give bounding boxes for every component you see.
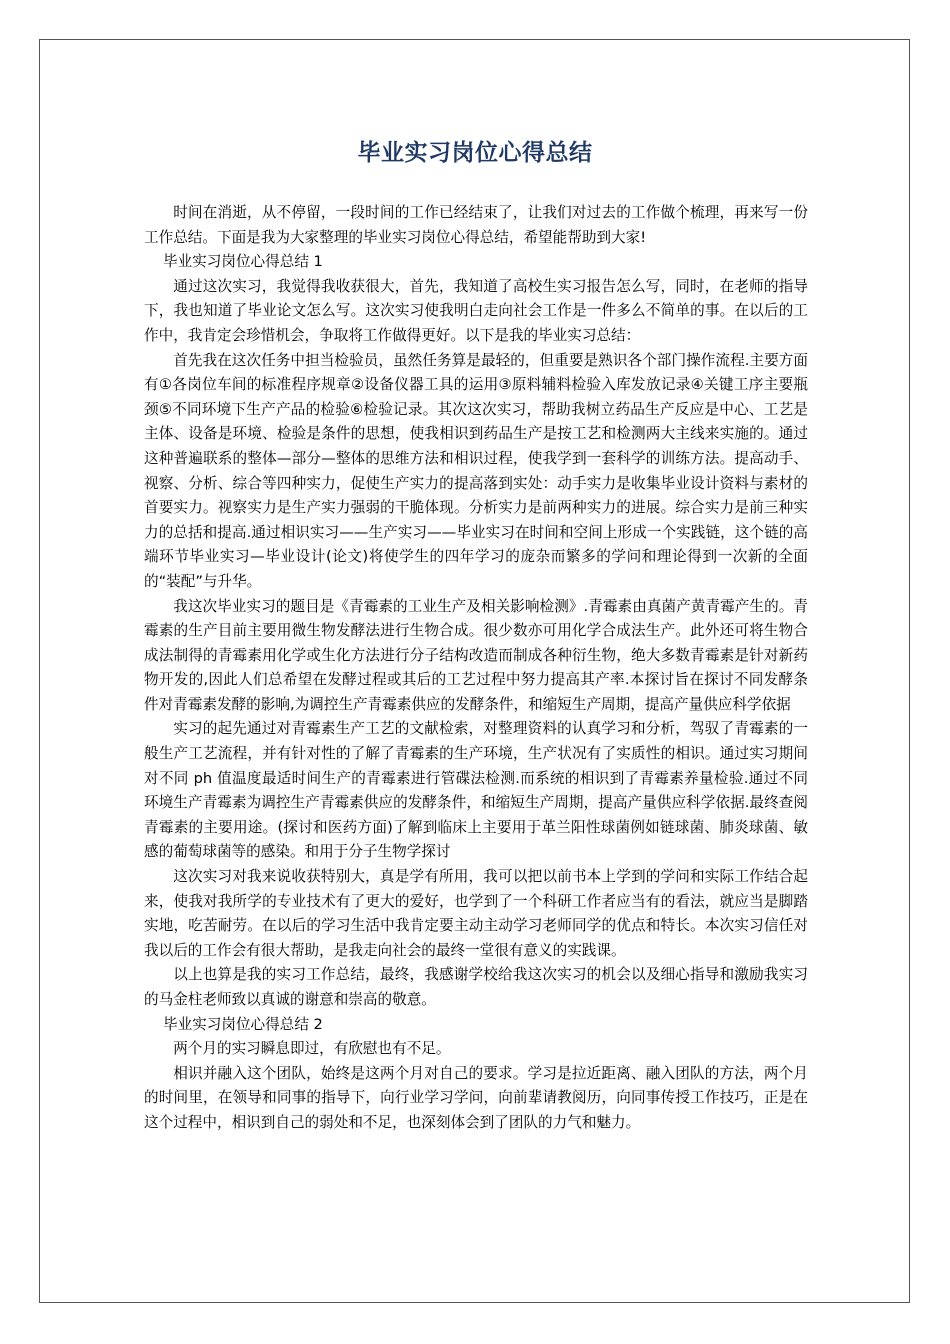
section-heading-2: 毕业实习岗位心得总结 2 — [162, 1015, 323, 1033]
document-title: 毕业实习岗位心得总结 — [357, 140, 593, 166]
paragraph: 实习的起先通过对青霉素生产工艺的文献检索，对整理资料的认真学习和分析，驾驭了青霉素的一般生产工艺流程，并有针对性的了解了青霉素的生产环境，生产状况有了实质性的相识。通过实习期间对不同 ph 值温度最适时间生产的青霉素进行管碟法检测.而系统的相识到了青霉素养量检验.通过不同环境生产青霉素为调控生产青霉素供应的发酵条件，和缩短生产周期，提高产量供应科学依据.最终查阅青霉素的主要用途。(探讨和医药方面)了解到临床上主要用于革兰阳性球菌例如链球菌、肺炎球菌、敏感的葡萄球菌等的感染。和用于分子生物学探讨 — [144, 720, 808, 861]
section-heading-1: 毕业实习岗位心得总结 1 — [162, 253, 323, 271]
paragraph: 首先我在这次任务中担当检验员，虽然任务算是最轻的，但重要是熟识各个部门操作流程.主要方面有①各岗位车间的标准程序规章②设备仪器工具的运用③原料辅料检验入库发放记录④关键工序主要瓶颈⑤不同环境下生产产品的检验⑥检验记录。其次这次实习，帮助我树立药品生产反应是中心、工艺是主体、设备是环境、检验是条件的思想，使我相识到药品生产是按工艺和检测两大主线来实施的。通过这种普遍联系的整体—部分—整体的思维方法和相识过程，使我学到一套科学的训练方法。提高动手、视察、分析、综合等四种实力，促使生产实力的提高落到实处：动手实力是收集毕业设计资料与素材的首要实力。视察实力是生产实力强弱的干脆体现。分析实力是前两种实力的进展。综合实力是前三种实力的总括和提高.通过相识实习——生产实习——毕业实习在时间和空间上形成一个实践链，这个链的高端环节毕业实习—毕业设计(论文)将使学生的四年学习的庞杂而繁多的学问和理论得到一次新的全面的“装配”与升华。 — [144, 351, 808, 590]
paragraph: 两个月的实习瞬息即过，有欣慰也有不足。 — [173, 1040, 451, 1058]
paragraph: 以上也算是我的实习工作总结，最终，我感谢学校给我这次实习的机会以及细心指导和激励我实习的马金柱老师致以真诚的谢意和崇高的敬意。 — [144, 966, 808, 1008]
paragraph-intro: 时间在消逝，从不停留，一段时间的工作已经结束了，让我们对过去的工作做个梳理，再来写一份工作总结。下面是我为大家整理的毕业实习岗位心得总结，希望能帮助到大家! — [144, 204, 808, 246]
paragraph: 我这次毕业实习的题目是《青霉素的工业生产及相关影响检测》.青霉素由真菌产黄青霉产生的。青霉素的生产目前主要用微生物发酵法进行生物合成。很少数亦可用化学合成法生产。此外还可将生物合成法制得的青霉素用化学或生化方法进行分子结构改造而制成各种衍生物，绝大多数青霉素是针对新药物开发的,因此人们总希望在发酵过程或其后的工艺过程中努力提高其产率.本探讨旨在探讨不同发酵条件对青霉素发酵的影响,为调控生产青霉素供应的发酵条件，和缩短生产周期，提高产量供应科学依据 — [144, 597, 808, 713]
paragraph: 通过这次实习，我觉得我收获很大，首先，我知道了高校生实习报告怎么写，同时，在老师的指导下，我也知道了毕业论文怎么写。这次实习使我明白走向社会工作是一件多么不简单的事。在以后的工作中，我肯定会珍惜机会，争取将工作做得更好。以下是我的毕业实习总结： — [144, 277, 808, 344]
document-body — [144, 201, 808, 1136]
paragraph: 这次实习对我来说收获特别大，真是学有所用，我可以把以前书本上学到的学问和实际工作结合起来，使我对我所学的专业技术有了更大的爱好，也学到了一个科研工作者应当有的看法，就应当是脚踏实地，吃苦耐劳。在以后的学习生活中我肯定要主动主动学习老师同学的优点和特长。本次实习信任对我以后的工作会有很大帮助，是我走向社会的最终一堂很有意义的实践课。 — [144, 868, 808, 959]
paragraph: 相识并融入这个团队，始终是这两个月对自己的要求。学习是拉近距离、融入团队的方法，两个月的时间里，在领导和同事的指导下，向行业学习学问，向前辈请教阅历，向同事传授工作技巧，正是在这个过程中，相识到自己的弱处和不足，也深刻体会到了团队的力气和魅力。 — [144, 1064, 808, 1131]
